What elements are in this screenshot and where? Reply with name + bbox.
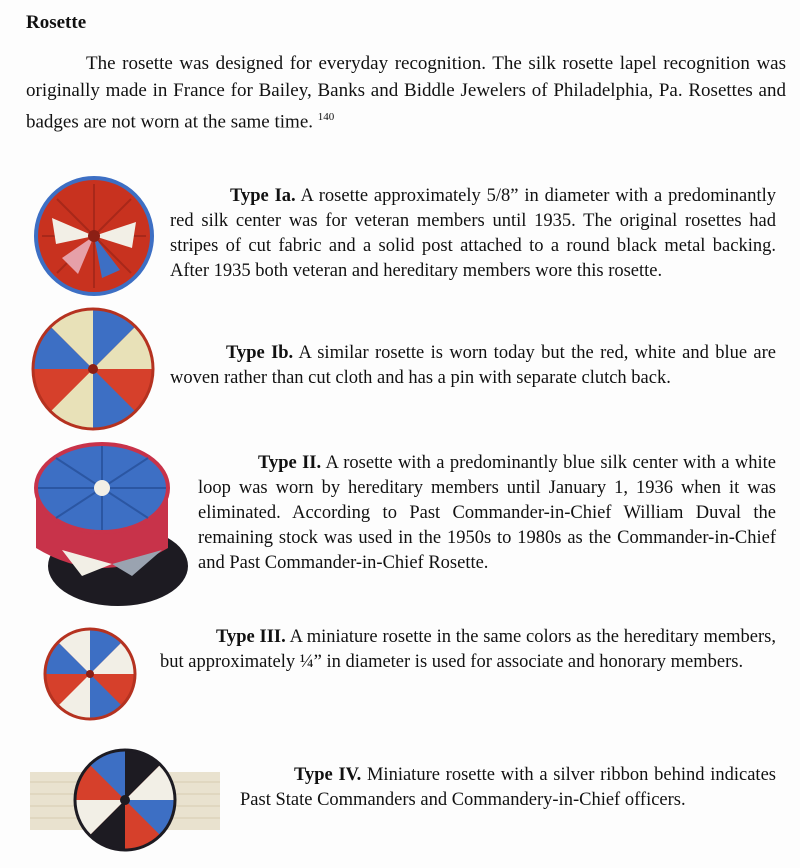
type-ii-label: Type II. (258, 453, 322, 473)
footnote-marker: 140 (317, 111, 335, 123)
type-iv-text: Miniature rosette with a silver ribbon behind indicates Past State Commanders and Commandery-in-Chief officers. (240, 765, 776, 810)
type-iv-paragraph (240, 763, 776, 813)
type-ia-text: A rosette approximately 5/8” in diameter with a predominantly red silk center was for veteran members until 1935. The original rosettes had stripes of cut fabric and a solid post attached to a round black metal backing. After 1935 both veteran and hereditary members wore this rosette. (170, 186, 776, 281)
type-ii-paragraph (198, 451, 776, 576)
rosette-type-ib-image (30, 306, 156, 432)
type-ib-label: Type Ib. (226, 343, 294, 363)
type-ia-label: Type Ia. (230, 186, 296, 206)
type-ib-text: A similar rosette is worn today but the red, white and blue are woven rather than cut cloth and has a pin with separate clutch back. (170, 343, 776, 388)
type-ib-paragraph (170, 341, 776, 391)
type-iv-label: Type IV. (294, 765, 362, 785)
type-iii-text: A miniature rosette in the same colors as the hereditary members, but approximately ¼” in diameter is used for associate and honorary members. (160, 627, 776, 672)
intro-paragraph (26, 50, 786, 135)
type-iii-paragraph (160, 625, 776, 675)
page-heading: Rosette (26, 12, 87, 33)
rosette-type-iii-image (42, 626, 138, 722)
type-iii-label: Type III. (216, 627, 286, 647)
rosette-type-ia-image (32, 174, 156, 298)
intro-text: The rosette was designed for everyday recognition. The silk rosette lapel recognition was originally made in France for Bailey, Banks and Biddle Jewelers of Philadelphia, Pa. Rosettes and badges are not worn at the same time. (26, 53, 786, 133)
rosette-type-ii-image (22, 438, 188, 610)
type-ia-paragraph (170, 184, 776, 284)
rosette-type-iv-image (30, 748, 220, 852)
type-ii-text: A rosette with a predominantly blue silk center with a white loop was worn by hereditary members until January 1, 1936 when it was eliminated. According to Past Commander-in-Chief William Duval the remaining stock was used in the 1950s to 1980s as the Commander-in-Chief and Past Commander-in-Chief Rosette. (198, 453, 776, 573)
